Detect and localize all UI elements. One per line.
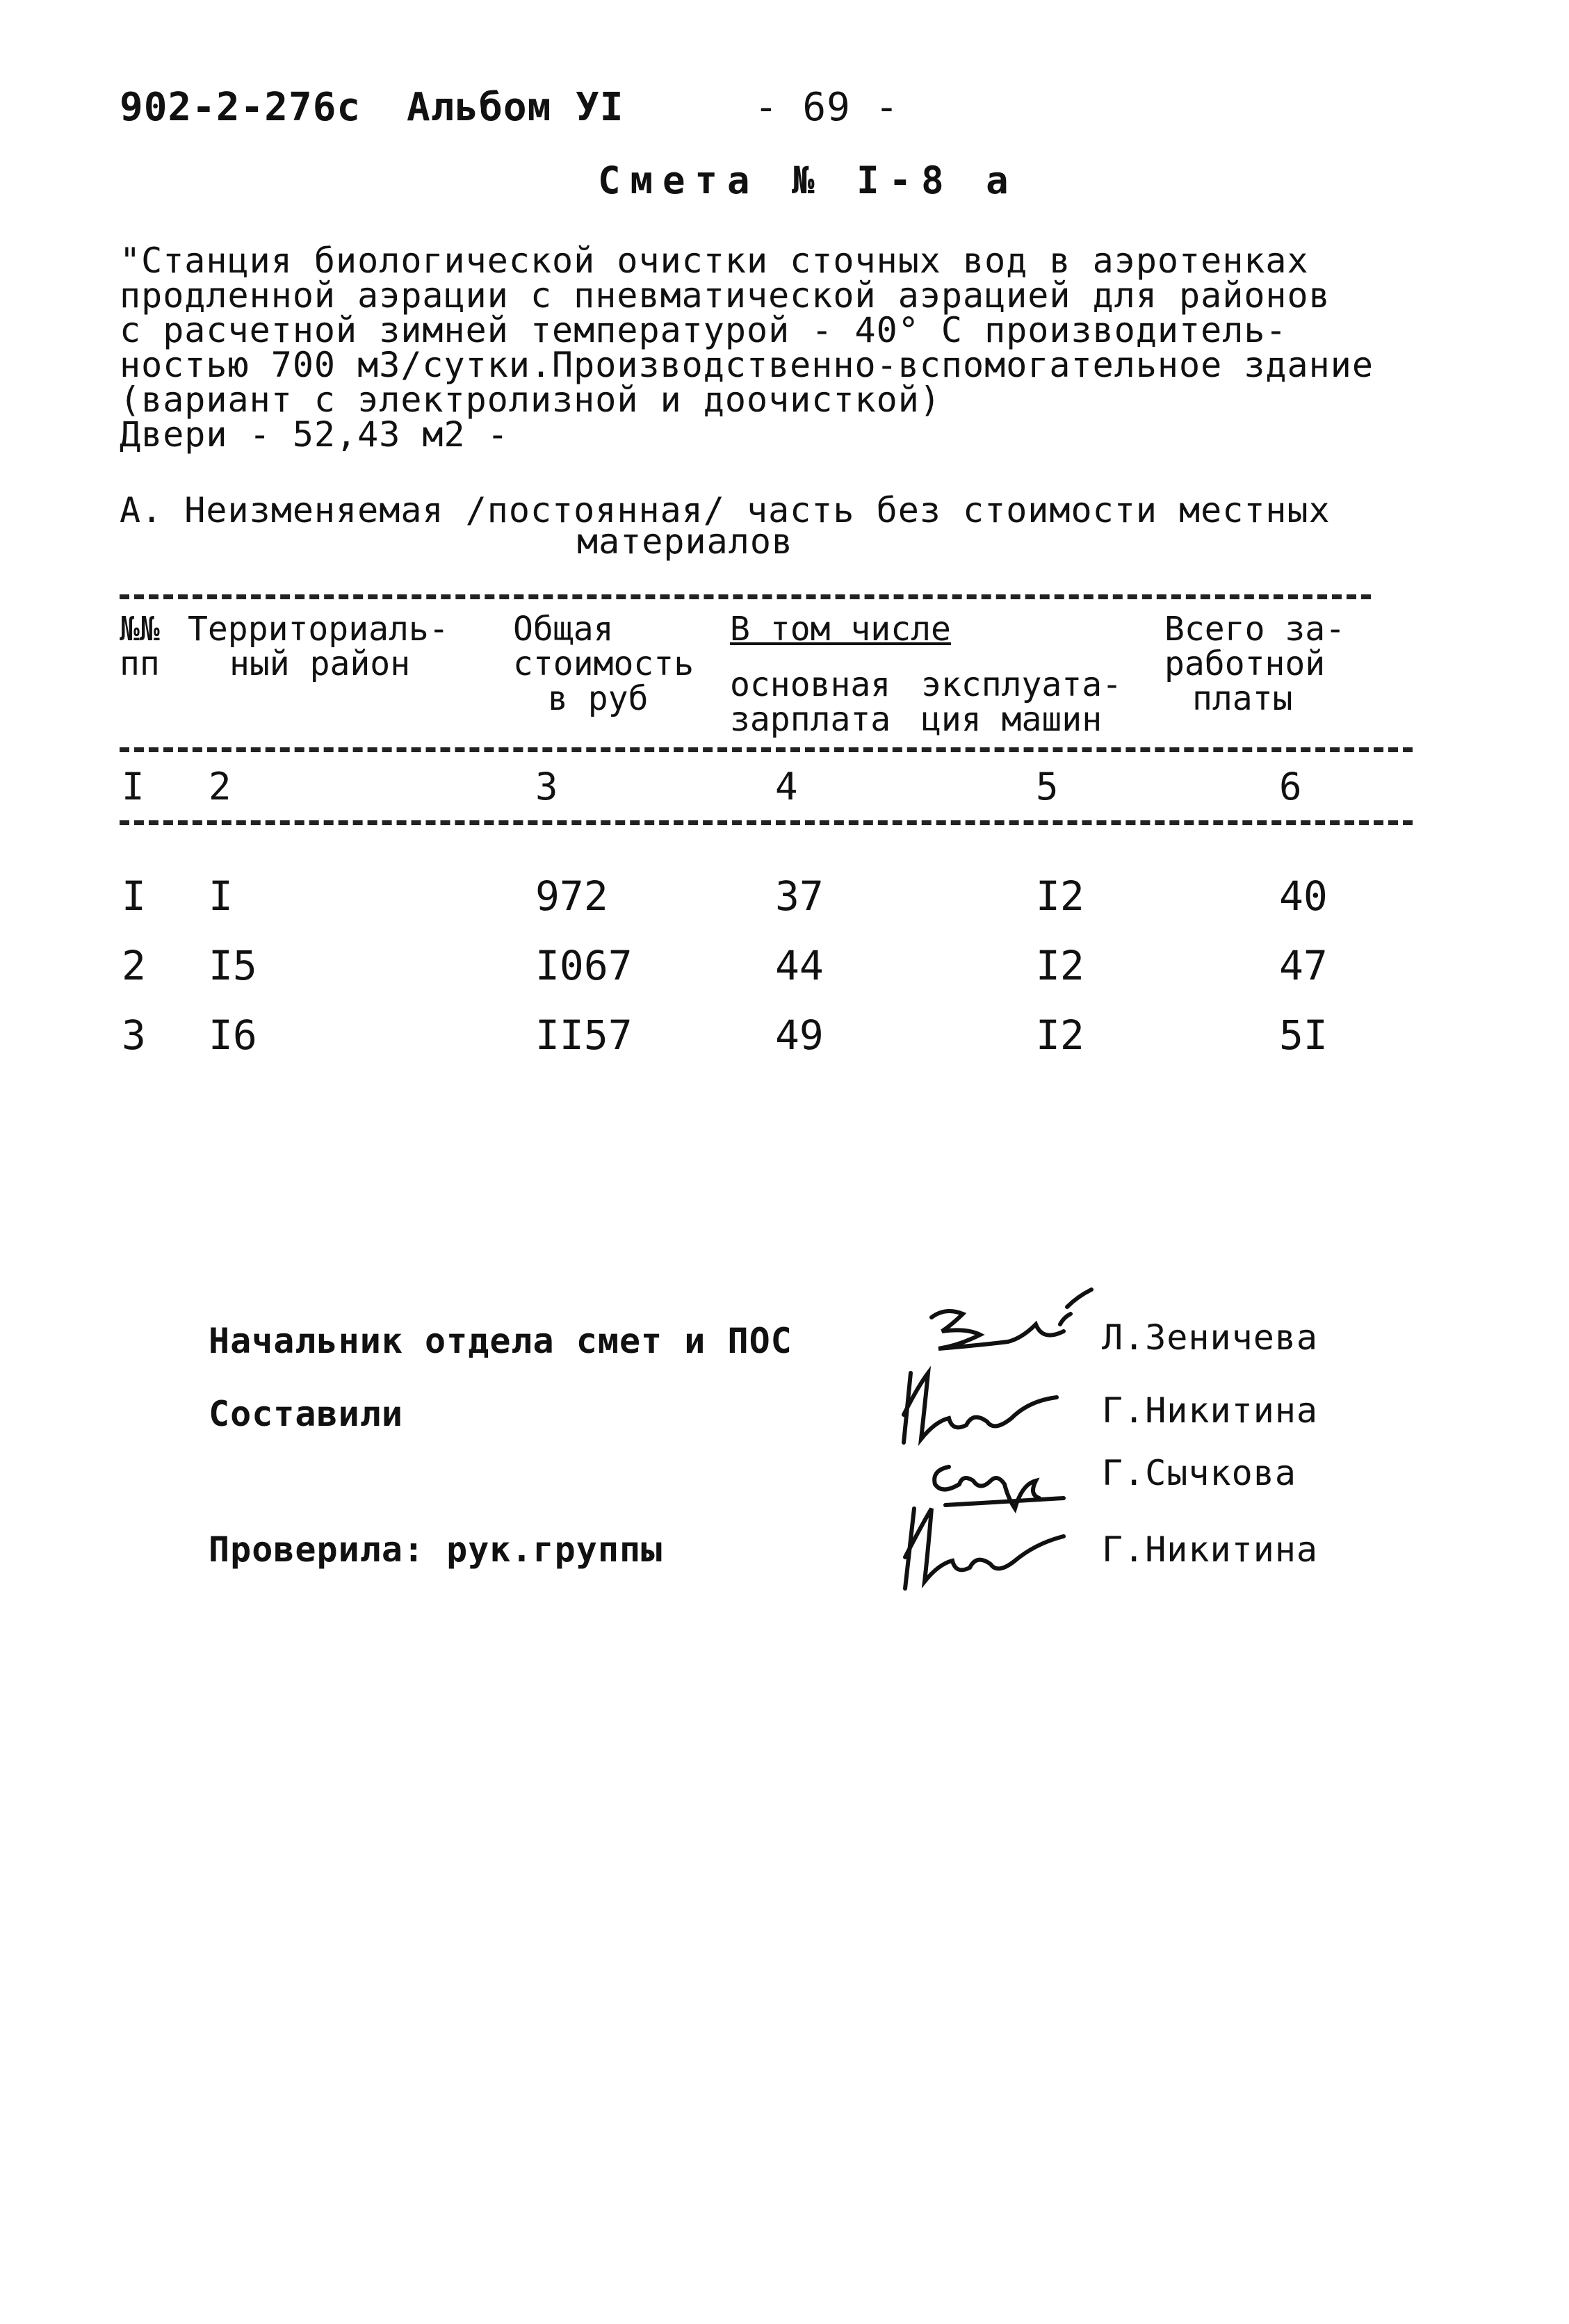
row-2-total-cost: І067	[535, 942, 633, 989]
column-number-6: 6	[1279, 765, 1302, 808]
row-2-machine-operation: І2	[1036, 942, 1084, 989]
row-3-region: І6	[209, 1011, 257, 1059]
column-number-2: 2	[209, 765, 231, 808]
row-2-region: І5	[209, 942, 257, 989]
column-number-1: І	[122, 765, 145, 808]
table-top-rule	[120, 594, 1371, 599]
row-2-base-wages: 44	[775, 942, 824, 989]
signature-nikitina-1	[890, 1359, 1098, 1456]
column-number-5: 5	[1036, 765, 1059, 808]
row-1-machine-operation: І2	[1036, 872, 1084, 920]
section-a-heading: А. Неизменяемая /постоянная/ часть без стоимости местных	[120, 490, 1331, 530]
column-number-4: 4	[775, 765, 798, 808]
head-name: Л.Зеничева	[1102, 1317, 1319, 1358]
album-label: Альбом УІ	[407, 85, 624, 130]
page-number: - 69 -	[754, 85, 900, 130]
column-numbers-rule	[120, 820, 1413, 825]
row-3-base-wages: 49	[775, 1011, 824, 1059]
row-2-total-wages: 47	[1279, 942, 1328, 989]
column-number-3: 3	[535, 765, 558, 808]
row-3-machine-operation: І2	[1036, 1011, 1084, 1059]
description-line-1: "Станция биологической очистки сточных вод в аэротенках	[120, 241, 1309, 281]
description-line-4: ностью 700 м3/сутки.Производственно-вспомогательное здание	[120, 345, 1374, 385]
compiler-2-name: Г.Сычкова	[1102, 1453, 1296, 1493]
estimate-title: Смета № І-8 а	[598, 159, 1018, 202]
head-of-department-label: Начальник отдела смет и ПОС	[209, 1321, 792, 1361]
signature-nikitina-2	[890, 1495, 1098, 1599]
description-line-2: продленной аэрации с пневматической аэрацией для районов	[120, 275, 1331, 316]
header-bottom-rule	[120, 747, 1413, 752]
header-machine-operation: эксплуата- ция машин	[921, 665, 1122, 739]
section-a-heading-cont: материалов	[577, 521, 794, 562]
document-code: 902-2-276с	[120, 85, 361, 130]
header-row-number: №№ пп	[120, 610, 160, 683]
row-3-number: 3	[122, 1011, 146, 1059]
header-territorial-region: Территориаль- ный район	[188, 610, 449, 683]
checked-by-label: Проверила: рук.группы	[209, 1529, 663, 1570]
header-including: В том числе	[730, 610, 951, 649]
checker-name: Г.Никитина	[1102, 1529, 1319, 1570]
header-total-cost: Общая стоимость в руб	[513, 610, 694, 718]
description-line-6: Двери - 52,43 м2 -	[120, 414, 509, 455]
compiler-1-name: Г.Никитина	[1102, 1390, 1319, 1431]
row-3-total-cost: ІІ57	[535, 1011, 633, 1059]
row-3-total-wages: 5І	[1279, 1011, 1328, 1059]
compiled-by-label: Составили	[209, 1394, 403, 1434]
row-1-total-wages: 40	[1279, 872, 1328, 920]
row-2-number: 2	[122, 942, 146, 989]
row-1-total-cost: 972	[535, 872, 608, 920]
row-1-base-wages: 37	[775, 872, 824, 920]
row-1-number: І	[122, 872, 146, 920]
description-line-5: (вариант с электролизной и доочисткой)	[120, 380, 941, 420]
header-total-wages: Всего за- работной платы	[1164, 610, 1346, 718]
header-base-wages: основная зарплата	[730, 665, 891, 739]
row-1-region: І	[209, 872, 233, 920]
description-line-3: с расчетной зимней температурой - 40° С производитель-	[120, 310, 1287, 350]
